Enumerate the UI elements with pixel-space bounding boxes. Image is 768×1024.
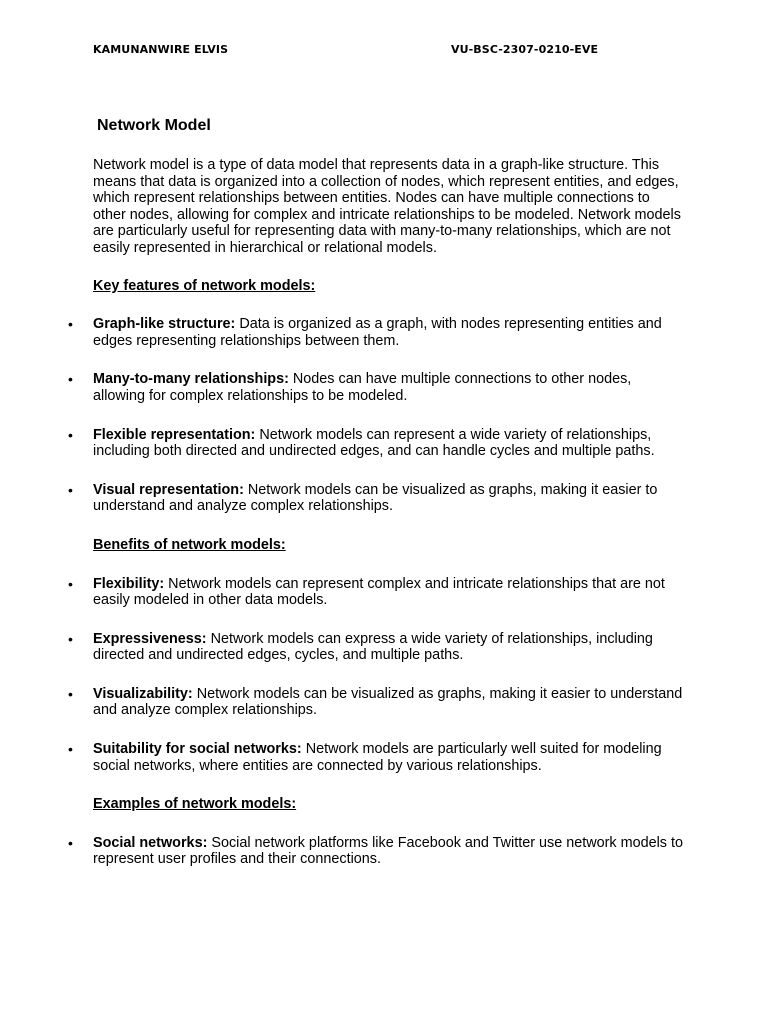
- registration-number: VU-BSC-2307-0210-EVE: [451, 43, 599, 56]
- item-term: Social networks:: [93, 834, 208, 851]
- item-term: Graph-like structure:: [93, 316, 236, 333]
- item-term: Visualizability:: [93, 685, 193, 702]
- bullet-icon: •: [68, 685, 73, 702]
- item-text: Network models are particularly well suited for modeling social networks, where entities are connected by various relationships.: [93, 741, 662, 774]
- item-text: Network models can represent a wide variety of relationships, including both directed and undirected edges, and can handle cycles and multiple paths.: [93, 426, 655, 460]
- item-term: Many-to-many relationships:: [93, 371, 289, 388]
- intro-paragraph: Network model is a type of data model that represents data in a graph-like structure. This means that data is organized into a collection of nodes, which represent entities, and edges, which represent relationships between entities. Nodes can have multiple connections to other nodes, allowing for complex and intricate relationships to be modeled. Network models are particularly useful for representing data with many-to-many relationships, which are not easily represented in hierarchical or relational models.: [93, 157, 681, 256]
- bullet-icon: •: [68, 426, 73, 443]
- bullet-icon: •: [68, 316, 73, 333]
- bullet-icon: •: [68, 834, 73, 851]
- list-item: [68, 316, 683, 349]
- bullet-icon: •: [68, 481, 73, 498]
- item-text: Network models can be visualized as graphs, making it easier to understand and analyze complex relationships.: [93, 685, 683, 719]
- item-text: Network models can express a wide variety of relationships, including directed and undirected edges, cycles, and multiple paths.: [93, 630, 653, 664]
- list-item: [68, 575, 683, 609]
- list-item: [68, 371, 683, 404]
- author-name: KAMUNANWIRE ELVIS: [93, 43, 229, 56]
- section-heading-benefits: Benefits of network models:: [93, 536, 286, 553]
- bullet-icon: •: [68, 371, 73, 388]
- document-body: [68, 157, 684, 868]
- list-item: [68, 834, 684, 868]
- item-term: Suitability for social networks:: [93, 741, 302, 758]
- item-term: Expressiveness:: [93, 630, 207, 647]
- bullet-icon: •: [68, 575, 73, 592]
- list-item: [68, 481, 683, 515]
- item-text: Network models can represent complex and intricate relationships that are not easily modeled in other data models.: [93, 575, 665, 609]
- list-item: [68, 426, 683, 460]
- examples-list: [68, 834, 684, 868]
- bullet-icon: •: [68, 741, 73, 758]
- item-term: Visual representation:: [93, 481, 244, 498]
- page-title: Network Model: [97, 117, 211, 134]
- benefits-list: [68, 575, 683, 775]
- section-heading-key-features: Key features of network models:: [93, 277, 316, 294]
- item-text: Nodes can have multiple connections to other nodes, allowing for complex relationships to be modeled.: [93, 371, 632, 404]
- item-term: Flexible representation:: [93, 426, 256, 443]
- item-text: Data is organized as a graph, with nodes representing entities and edges representing relationships between them.: [93, 316, 662, 349]
- bullet-icon: •: [68, 630, 73, 647]
- item-text: Network models can be visualized as graphs, making it easier to understand and analyze complex relationships.: [93, 481, 658, 515]
- key-features-list: [68, 316, 683, 515]
- list-item: [68, 741, 683, 774]
- list-item: [68, 685, 683, 719]
- item-term: Flexibility:: [93, 575, 165, 592]
- item-text: Social network platforms like Facebook and Twitter use network models to represent user profiles and their connections.: [93, 834, 684, 868]
- list-item: [68, 630, 683, 664]
- section-heading-examples: Examples of network models:: [93, 796, 297, 813]
